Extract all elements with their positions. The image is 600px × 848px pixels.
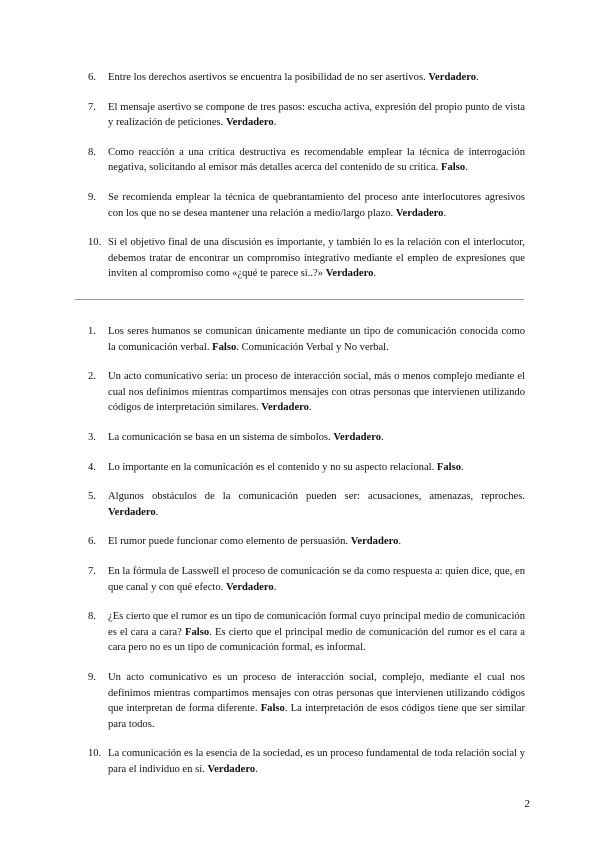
- item-answer: Verdadero: [207, 763, 256, 775]
- item-text: Entre los derechos asertivos se encuentra la posibilidad de no ser asertivos.: [108, 72, 426, 83]
- item-note: . Comunicación Verbal y No verbal.: [236, 341, 389, 353]
- item-number: 7.: [88, 101, 96, 113]
- item-note: .: [273, 117, 277, 129]
- item-text: El mensaje asertivo se compone de tres pasos: escucha activa, expresión del propio punto de vista y realización de peticiones.: [108, 101, 525, 129]
- item-text: Algunos obstáculos de la comunicación pueden ser: acusaciones, amenazas, reproches.: [108, 491, 525, 503]
- question-item: [88, 145, 525, 176]
- item-note: . Es cierto que el principal medio de comunicación del rumor es el cara a cara pero no es un tipo de comunicación formal, es informal.: [108, 626, 525, 654]
- item-answer: Verdadero: [261, 402, 309, 414]
- item-answer: Verdadero: [395, 207, 444, 219]
- item-text: Si el objetivo final de una discusión es importante, y también lo es la relación con el interlocutor, debemos tratar de encontrar un compromiso integrativo mediante el empleo de expresiones que inviten al compromiso como «¿qué te parece si..?»: [108, 237, 525, 280]
- question-item: [88, 746, 525, 777]
- item-text: Como reacción a una crítica destructiva es recomendable emplear la técnica de interrogación negativa, solicitando al emisor más detalles acerca del contenido de su crítica.: [108, 146, 525, 174]
- item-number: 9.: [88, 671, 96, 683]
- item-number: 10.: [88, 237, 102, 249]
- item-number: 8.: [88, 611, 96, 623]
- item-text: Un acto comunicativo sería: un proceso de interacción social, más o menos complejo mediante el cual nos definimos mientras compartimos mensajes con otras personas que intervienen utilizando códigos de interpretación similares.: [108, 371, 525, 414]
- page-number: 2: [524, 798, 530, 810]
- item-number: 5.: [88, 491, 96, 503]
- item-note: .: [381, 431, 384, 443]
- item-answer: Verdadero: [325, 268, 374, 280]
- item-note: .: [443, 207, 447, 219]
- question-item: [88, 324, 525, 355]
- item-number: 3.: [88, 431, 96, 443]
- item-note: .: [461, 461, 464, 473]
- question-item: [88, 430, 525, 446]
- item-answer: Verdadero: [333, 431, 382, 443]
- item-number: 1.: [88, 326, 96, 337]
- item-note: .: [155, 506, 159, 518]
- question-item: [88, 609, 525, 656]
- item-answer: Verdadero: [225, 117, 274, 129]
- question-item: [88, 460, 525, 476]
- item-text: Se recomienda emplear la técnica de quebrantamiento del proceso ante interlocutores agresivos con los que no se desea mantener una relación a medio/largo plazo.: [108, 191, 525, 219]
- item-note: .: [476, 72, 479, 83]
- question-list-continued: [88, 70, 525, 282]
- question-list: [88, 324, 525, 777]
- item-note: .: [465, 162, 468, 174]
- question-item: [88, 489, 525, 520]
- item-answer: Falso: [436, 461, 462, 473]
- item-answer: Verdadero: [225, 581, 274, 593]
- item-text: En la fórmula de Lasswell el proceso de comunicación se da como respuesta a: quien dice, que, en que canal y con qué efecto.: [108, 565, 525, 593]
- item-answer: Verdadero: [108, 506, 156, 518]
- item-answer: Falso: [185, 626, 210, 638]
- item-number: 6.: [88, 536, 96, 548]
- item-note: .: [273, 581, 277, 593]
- item-answer: Verdadero: [350, 536, 399, 548]
- item-number: 9.: [88, 191, 96, 203]
- item-number: 6.: [88, 72, 96, 83]
- item-number: 8.: [88, 146, 96, 158]
- item-answer: Falso: [212, 341, 237, 353]
- question-item: [88, 369, 525, 416]
- section-divider: [75, 299, 524, 300]
- item-text: La comunicación es la esencia de la sociedad, es un proceso fundamental de toda relación social y para el individuo en sí.: [108, 748, 525, 775]
- question-item: [88, 534, 525, 550]
- item-text: Los seres humanos se comunican únicamente mediante un tipo de comunicación conocida como la comunicación verbal.: [108, 326, 525, 353]
- item-number: 2.: [88, 371, 96, 383]
- item-text: Un acto comunicativo es un proceso de interacción social, complejo, mediante el cual nos definimos mientras compartimos mensajes con otras personas que intervienen utilizando códigos que interpretan de forma diferente.: [108, 671, 525, 715]
- item-note: .: [255, 763, 258, 775]
- question-item: [88, 100, 525, 131]
- item-number: 7.: [88, 565, 96, 577]
- item-note: .: [308, 402, 312, 414]
- item-note: . La interpretación de esos códigos tiene que ser similar para todos.: [108, 703, 525, 730]
- item-note: .: [373, 268, 377, 280]
- item-answer: Falso: [441, 162, 466, 174]
- item-number: 10.: [88, 748, 102, 760]
- item-answer: Falso: [260, 703, 285, 715]
- question-item: [88, 70, 525, 86]
- question-item: [88, 670, 525, 732]
- question-item: [88, 190, 525, 221]
- item-note: .: [398, 536, 402, 548]
- question-item: [88, 235, 525, 282]
- item-text: ¿Es cierto que el rumor es un tipo de comunicación formal cuyo principal medio de comunicación es el cara a cara?: [108, 611, 525, 638]
- item-text: Lo importante en la comunicación es el contenido y no su aspecto relacional.: [108, 461, 435, 473]
- item-answer: Verdadero: [428, 72, 477, 83]
- item-text: El rumor puede funcionar como elemento de persuasión.: [108, 536, 349, 548]
- item-text: La comunicación se basa en un sistema de símbolos.: [108, 431, 331, 443]
- item-number: 4.: [88, 461, 96, 473]
- question-item: [88, 564, 525, 595]
